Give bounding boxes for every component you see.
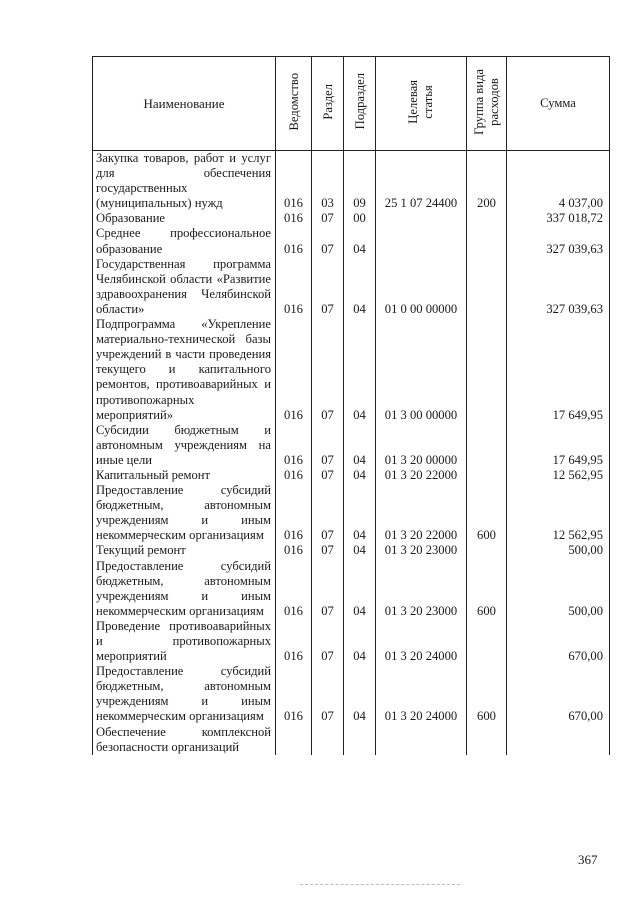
row-amount: 500,00 [507,559,610,619]
row-subsection: 04 [344,317,376,423]
row-target-item: 01 3 20 23000 [376,543,467,558]
header-subsection [344,57,376,151]
row-amount: 670,00 [507,664,610,724]
row-target-item [376,725,467,755]
row-section: 07 [312,211,344,226]
row-department: 016 [276,543,312,558]
row-expense-group [467,725,507,755]
row-section: 07 [312,664,344,724]
row-amount: 327 039,63 [507,257,610,317]
row-section [312,725,344,755]
row-target-item: 01 0 00 00000 [376,257,467,317]
row-name: Образование [93,211,276,226]
table-row [93,226,610,256]
row-target-item: 01 3 20 23000 [376,559,467,619]
table-body [93,151,610,755]
row-department: 016 [276,317,312,423]
table-row [93,725,610,755]
row-subsection: 04 [344,423,376,468]
row-name: Государственная программа Челябинской области «Развитие здравоохранения Челябинской области» [93,257,276,317]
row-amount: 327 039,63 [507,226,610,256]
row-subsection: 04 [344,619,376,664]
row-section: 07 [312,226,344,256]
table-row [93,619,610,664]
table-row [93,559,610,619]
row-expense-group [467,257,507,317]
row-department: 016 [276,423,312,468]
row-name: Текущий ремонт [93,543,276,558]
row-section: 07 [312,559,344,619]
page-number: 367 [578,852,598,867]
row-expense-group [467,226,507,256]
row-amount: 17 649,95 [507,317,610,423]
row-department: 016 [276,226,312,256]
table-row [93,664,610,724]
row-name: Субсидии бюджетным и автономным учреждениям на иные цели [93,423,276,468]
header-section [312,57,344,151]
row-subsection [344,725,376,755]
header-subsection-label: Подраздел [352,73,367,130]
row-amount: 17 649,95 [507,423,610,468]
row-expense-group: 200 [467,151,507,212]
row-target-item: 01 3 20 24000 [376,664,467,724]
row-name: Обеспечение комплексной безопасности организаций [93,725,276,755]
table-row [93,317,610,423]
row-section: 07 [312,619,344,664]
row-section: 07 [312,423,344,468]
row-name: Закупка товаров, работ и услуг для обеспечения государственных (муниципальных) нужд [93,151,276,212]
row-section: 07 [312,543,344,558]
row-expense-group [467,468,507,483]
row-amount: 12 562,95 [507,468,610,483]
row-subsection: 04 [344,543,376,558]
row-expense-group [467,543,507,558]
table-row [93,257,610,317]
row-subsection: 04 [344,559,376,619]
table-row [93,468,610,483]
row-amount: 4 037,00 [507,151,610,212]
row-department [276,725,312,755]
row-department: 016 [276,468,312,483]
budget-table [92,56,610,755]
header-expense-group-label: Группа вида расходов [471,68,501,135]
row-subsection: 04 [344,483,376,543]
row-subsection: 04 [344,257,376,317]
table-row [93,483,610,543]
row-expense-group [467,423,507,468]
row-expense-group: 600 [467,483,507,543]
row-target-item: 25 1 07 24400 [376,151,467,212]
row-target-item [376,226,467,256]
header-department [276,57,312,151]
row-expense-group: 600 [467,664,507,724]
row-name: Предоставление субсидий бюджетным, автономным учреждениям и иным некоммерческим организациям [93,559,276,619]
row-department: 016 [276,151,312,212]
row-section: 07 [312,317,344,423]
row-name: Предоставление субсидий бюджетным, автономным учреждениям и иным некоммерческим организациям [93,483,276,543]
header-amount-label: Сумма [540,96,576,110]
table-row [93,423,610,468]
table-header-row [93,57,610,151]
footer-divider [300,884,460,885]
header-target-item-label: Целевая статья [406,79,435,124]
row-subsection: 04 [344,226,376,256]
header-section-label: Раздел [320,83,335,120]
row-name: Предоставление субсидий бюджетным, автономным учреждениям и иным некоммерческим организациям [93,664,276,724]
header-name [93,57,276,151]
row-amount: 500,00 [507,543,610,558]
row-expense-group: 600 [467,559,507,619]
header-amount [507,57,610,151]
row-section: 07 [312,257,344,317]
table-row [93,151,610,212]
row-amount [507,725,610,755]
row-target-item [376,211,467,226]
header-target-item [376,57,467,151]
row-expense-group [467,317,507,423]
row-department: 016 [276,483,312,543]
row-subsection: 04 [344,664,376,724]
row-subsection: 04 [344,468,376,483]
row-target-item: 01 3 20 24000 [376,619,467,664]
table-row [93,543,610,558]
row-department: 016 [276,664,312,724]
row-subsection: 09 [344,151,376,212]
row-section: 07 [312,468,344,483]
row-department: 016 [276,211,312,226]
row-department: 016 [276,619,312,664]
row-amount: 12 562,95 [507,483,610,543]
row-name: Капитальный ремонт [93,468,276,483]
table-row [93,211,610,226]
header-department-label: Ведомство [286,72,301,131]
row-subsection: 00 [344,211,376,226]
row-section: 07 [312,483,344,543]
header-name-label: Наименование [143,95,225,111]
row-department: 016 [276,257,312,317]
row-name: Среднее профессиональное образование [93,226,276,256]
header-expense-group [467,57,507,151]
row-target-item: 01 3 00 00000 [376,317,467,423]
row-section: 03 [312,151,344,212]
row-amount: 670,00 [507,619,610,664]
row-department: 016 [276,559,312,619]
row-name: Подпрограмма «Укрепление материально-технической базы учреждений в части проведения текущего и капитального ремонтов, противоаварийных и противопожарных мероприятий» [93,317,276,423]
row-target-item: 01 3 20 00000 [376,423,467,468]
row-target-item: 01 3 20 22000 [376,483,467,543]
row-target-item: 01 3 20 22000 [376,468,467,483]
row-expense-group [467,211,507,226]
row-expense-group [467,619,507,664]
row-amount: 337 018,72 [507,211,610,226]
row-name: Проведение противоаварийных и противопожарных мероприятий [93,619,276,664]
